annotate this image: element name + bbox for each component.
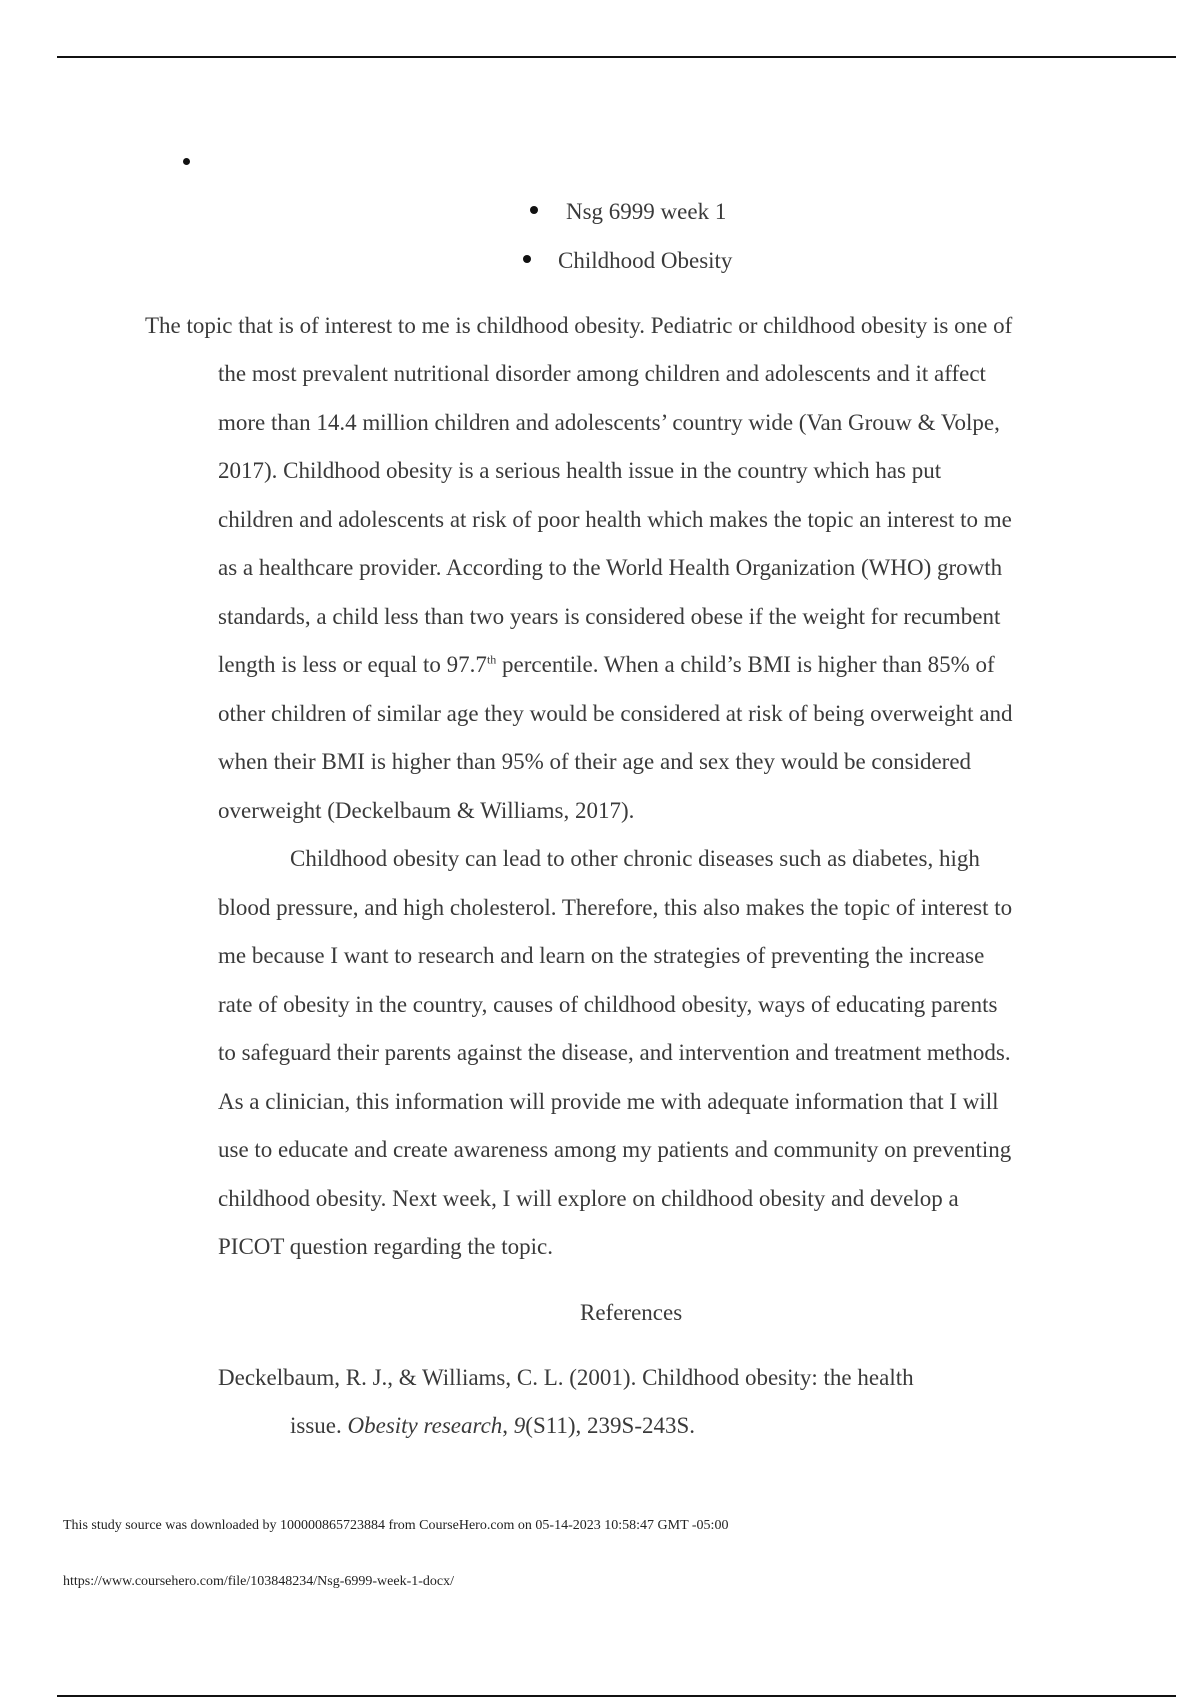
top-rule: [57, 56, 1176, 58]
reference-entry: Deckelbaum, R. J., & Williams, C. L. (2001). Childhood obesity: the health: [218, 1365, 914, 1390]
body-line: use to educate and create awareness among my patients and community on preventing: [218, 1137, 1012, 1162]
body-line: childhood obesity. Next week, I will explore on childhood obesity and develop a: [218, 1186, 959, 1211]
body-line: standards, a child less than two years is considered obese if the weight for recumbent: [218, 604, 1001, 629]
body-line: rate of obesity in the country, causes of childhood obesity, ways of educating parents: [218, 992, 998, 1017]
body-line: other children of similar age they would be considered at risk of being overweight and: [218, 701, 1013, 726]
body-line: PICOT question regarding the topic.: [218, 1234, 553, 1259]
body-line: As a clinician, this information will provide me with adequate information that I will: [218, 1089, 999, 1114]
references-heading: References: [580, 1300, 683, 1325]
download-source-note: This study source was downloaded by 100000865723884 from CourseHero.com on 05-14-2023 10:58:47 GMT -05:00: [63, 1518, 729, 1533]
reference-text: ,: [502, 1413, 514, 1438]
source-url[interactable]: https://www.coursehero.com/file/103848234/Nsg-6999-week-1-docx/: [63, 1574, 455, 1589]
document-topic: Childhood Obesity: [558, 248, 733, 273]
body-line: Childhood obesity can lead to other chronic diseases such as diabetes, high: [290, 846, 980, 871]
body-line-text: length is less or equal to 97.7: [218, 652, 487, 677]
body-line-percentile: [218, 650, 995, 680]
bottom-rule: [57, 1695, 1176, 1697]
journal-volume: 9: [513, 1413, 526, 1438]
body-line: overweight (Deckelbaum & Williams, 2017).: [218, 798, 635, 823]
journal-title: Obesity research: [347, 1413, 503, 1438]
body-line: blood pressure, and high cholesterol. Therefore, this also makes the topic of interest to: [218, 895, 1013, 920]
body-line: me because I want to research and learn on the strategies of preventing the increase: [218, 943, 985, 968]
reference-entry-continuation: [290, 1411, 695, 1441]
body-line: to safeguard their parents against the disease, and intervention and treatment methods.: [218, 1040, 1011, 1065]
body-line: The topic that is of interest to me is childhood obesity. Pediatric or childhood obesity is one of: [145, 313, 1013, 338]
bullet-empty: [183, 158, 190, 165]
bullet-topic: [523, 255, 531, 263]
reference-text: (S11), 239S-243S.: [525, 1413, 696, 1438]
document-title: Nsg 6999 week 1: [566, 199, 727, 224]
body-line: as a healthcare provider. According to the World Health Organization (WHO) growth: [218, 555, 1003, 580]
body-line: the most prevalent nutritional disorder among children and adolescents and it affect: [218, 361, 986, 386]
body-line: more than 14.4 million children and adolescents’ country wide (Van Grouw & Volpe,: [218, 410, 1000, 435]
body-line: 2017). Childhood obesity is a serious health issue in the country which has put: [218, 458, 942, 483]
body-line-text: percentile. When a child’s BMI is higher than 85% of: [496, 652, 995, 677]
reference-text: issue.: [290, 1413, 348, 1438]
bullet-title: [530, 206, 538, 214]
ordinal-suffix: th: [486, 652, 497, 667]
body-line: children and adolescents at risk of poor health which makes the topic an interest to me: [218, 507, 1012, 532]
body-line: when their BMI is higher than 95% of their age and sex they would be considered: [218, 749, 972, 774]
